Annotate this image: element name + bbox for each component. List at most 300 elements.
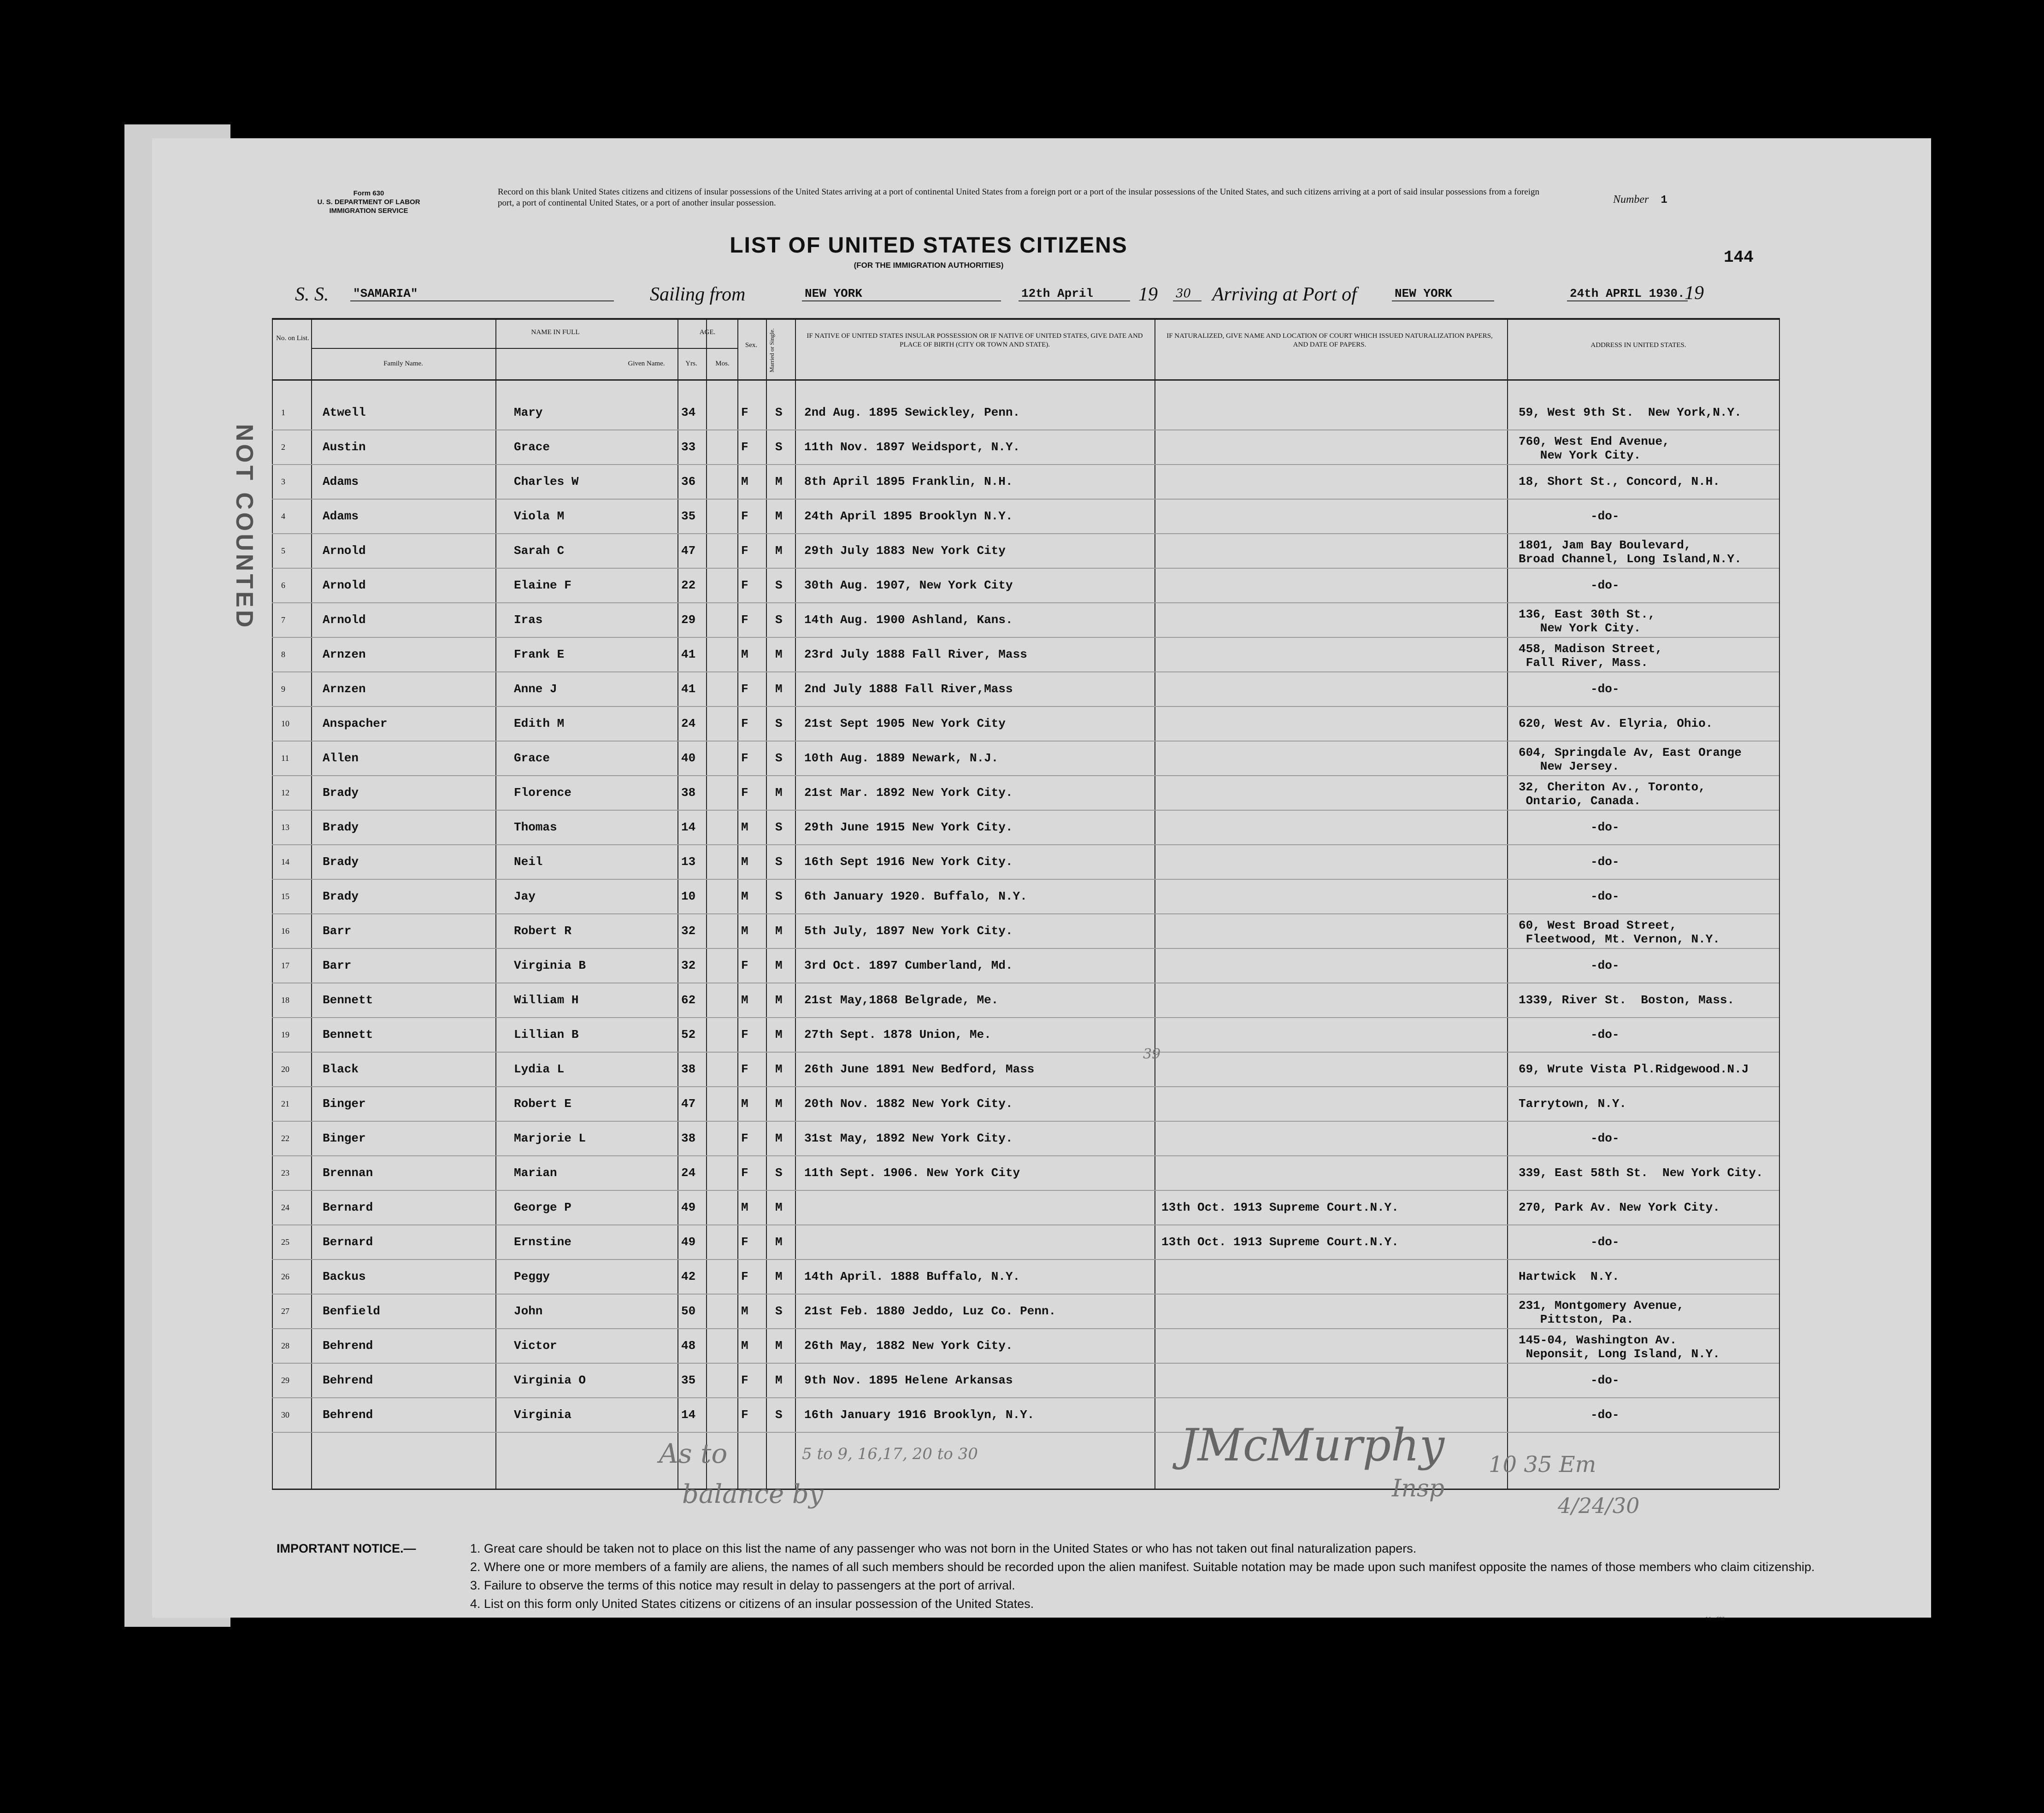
row-rule	[272, 1397, 1779, 1398]
marital-status: S	[775, 1408, 783, 1422]
sex: F	[741, 682, 748, 696]
age-years: 32	[681, 924, 696, 938]
row-rule	[272, 1190, 1779, 1191]
col-header-family: Family Name.	[383, 360, 423, 367]
given-name: Virginia B	[514, 959, 586, 972]
given-name: Virginia O	[514, 1373, 586, 1387]
birth-info: 11th Nov. 1897 Weidsport, N.Y.	[804, 440, 1020, 454]
sex: F	[741, 1235, 748, 1249]
given-name: Iras	[514, 613, 543, 627]
marital-status: S	[775, 406, 783, 419]
row-number: 11	[281, 753, 289, 763]
age-years: 50	[681, 1304, 696, 1318]
address: 69, Wrute Vista Pl.Ridgewood.N.J	[1519, 1062, 1749, 1076]
family-name: Arnzen	[323, 648, 366, 661]
sex: F	[741, 751, 748, 765]
col-header-name: NAME IN FULL	[531, 329, 580, 336]
marital-status: M	[775, 648, 783, 661]
given-name: Robert R	[514, 924, 571, 938]
address: -do-	[1519, 959, 1620, 972]
marital-status: M	[775, 1235, 783, 1249]
family-name: Austin	[323, 440, 366, 454]
birth-info: 2nd July 1888 Fall River,Mass	[804, 682, 1013, 696]
age-years: 33	[681, 440, 696, 454]
list-number	[1613, 194, 1667, 206]
address: 760, West End Avenue, New York City.	[1519, 435, 1670, 462]
row-number: 14	[281, 857, 289, 866]
table-row	[0, 1333, 2044, 1373]
row-number: 12	[281, 788, 289, 797]
table-row	[0, 1062, 2044, 1097]
number-value: 1	[1661, 194, 1667, 206]
age-years: 35	[681, 509, 696, 523]
row-number: 2	[281, 442, 285, 452]
family-name: Adams	[323, 475, 359, 489]
table-row	[0, 855, 2044, 889]
address: 59, West 9th St. New York,N.Y.	[1519, 406, 1742, 419]
address: -do-	[1519, 1408, 1620, 1422]
given-name: Frank E	[514, 648, 565, 661]
col-header-mos: Mos.	[715, 360, 730, 367]
address: -do-	[1519, 1131, 1620, 1145]
sex: F	[741, 440, 748, 454]
marital-status: S	[775, 820, 783, 834]
marital-status: M	[775, 1201, 783, 1214]
arrival-date: 24th APRIL 1930.	[1567, 287, 1688, 301]
table-row	[0, 642, 2044, 682]
row-rule	[272, 810, 1779, 811]
col-header-no: No. on List.	[276, 335, 309, 342]
age-years: 62	[681, 993, 696, 1007]
address: -do-	[1519, 1373, 1620, 1387]
table-row	[0, 475, 2044, 509]
family-name: Brady	[323, 820, 359, 834]
table-row	[0, 1270, 2044, 1304]
marital-status: M	[775, 509, 783, 523]
given-name: Virginia	[514, 1408, 571, 1422]
birth-info: 21st May,1868 Belgrade, Me.	[804, 993, 999, 1007]
birth-info: 14th Aug. 1900 Ashland, Kans.	[804, 613, 1013, 627]
year-prefix: 19	[1138, 284, 1158, 305]
address: 1801, Jam Bay Boulevard, Broad Channel, Long Island,N.Y.	[1519, 538, 1742, 566]
row-rule	[272, 1328, 1779, 1329]
address: 231, Montgomery Avenue, Pittston, Pa.	[1519, 1299, 1684, 1326]
given-name: Sarah C	[514, 544, 565, 558]
row-rule	[272, 637, 1779, 638]
marital-status: S	[775, 1166, 783, 1180]
sex: M	[741, 1097, 748, 1111]
sex: M	[741, 475, 748, 489]
table-row	[0, 1299, 2044, 1339]
family-name: Bennett	[323, 1028, 373, 1042]
sailing-date: 12th April	[1019, 287, 1130, 301]
birth-info: 26th June 1891 New Bedford, Mass	[804, 1062, 1035, 1076]
table-row	[0, 406, 2044, 440]
row-number: 17	[281, 961, 289, 970]
table-row	[0, 1408, 2044, 1442]
address: -do-	[1519, 1028, 1620, 1042]
table-row	[0, 578, 2044, 613]
row-number: 16	[281, 926, 289, 936]
row-rule	[272, 1259, 1779, 1260]
row-number: 9	[281, 684, 285, 694]
birth-info: 21st Feb. 1880 Jeddo, Luz Co. Penn.	[804, 1304, 1056, 1318]
marital-status: S	[775, 440, 783, 454]
age-years: 29	[681, 613, 696, 627]
table-row	[0, 918, 2044, 959]
row-rule	[272, 602, 1779, 603]
table-row	[0, 538, 2044, 578]
marital-status: M	[775, 959, 783, 972]
address: -do-	[1519, 578, 1620, 592]
age-years: 36	[681, 475, 696, 489]
age-years: 41	[681, 648, 696, 661]
age-years: 48	[681, 1339, 696, 1353]
age-years: 24	[681, 717, 696, 730]
address: 18, Short St., Concord, N.H.	[1519, 475, 1720, 489]
handwritten-balance: balance by	[682, 1479, 824, 1509]
table-top-border	[272, 318, 1779, 320]
row-rule	[272, 706, 1779, 707]
marital-status: S	[775, 717, 783, 730]
form-identifier	[272, 189, 465, 215]
marital-status: S	[775, 578, 783, 592]
given-name: Mary	[514, 406, 543, 419]
age-years: 24	[681, 1166, 696, 1180]
age-years: 14	[681, 1408, 696, 1422]
row-rule	[272, 844, 1779, 845]
row-number: 19	[281, 1030, 289, 1039]
family-name: Brady	[323, 786, 359, 800]
handwritten-as-to: As to	[659, 1438, 728, 1469]
given-name: Neil	[514, 855, 543, 869]
address: -do-	[1519, 682, 1620, 696]
given-name: Grace	[514, 440, 550, 454]
handwritten-ranges: 5 to 9, 16,17, 20 to 30	[802, 1445, 978, 1463]
address: -do-	[1519, 820, 1620, 834]
col-header-age: AGE.	[699, 329, 716, 336]
birth-info: 20th Nov. 1882 New York City.	[804, 1097, 1013, 1111]
sex: M	[741, 855, 748, 869]
family-name: Barr	[323, 924, 352, 938]
marital-status: S	[775, 889, 783, 903]
table-row	[0, 780, 2044, 820]
marital-status: M	[775, 682, 783, 696]
age-years: 22	[681, 578, 696, 592]
sex: F	[741, 1062, 748, 1076]
age-years: 49	[681, 1201, 696, 1214]
marital-status: M	[775, 993, 783, 1007]
birth-info: 30th Aug. 1907, New York City	[804, 578, 1013, 592]
sex: F	[741, 544, 748, 558]
family-name: Benfield	[323, 1304, 380, 1318]
table-row	[0, 1201, 2044, 1235]
sailing-label: Sailing from	[650, 284, 746, 305]
address: 1339, River St. Boston, Mass.	[1519, 993, 1735, 1007]
birth-info: 16th Sept 1916 New York City.	[804, 855, 1013, 869]
given-name: Lillian B	[514, 1028, 579, 1042]
table-row	[0, 1166, 2044, 1201]
marital-status: M	[775, 924, 783, 938]
family-name: Brennan	[323, 1166, 373, 1180]
sex: F	[741, 1166, 748, 1180]
ship-name: "SAMARIA"	[350, 287, 614, 301]
row-number: 29	[281, 1376, 289, 1385]
address: 32, Cheriton Av., Toronto, Ontario, Canada.	[1519, 780, 1706, 808]
service-name: IMMIGRATION SERVICE	[329, 207, 408, 215]
arriving-port: NEW YORK	[1392, 287, 1494, 301]
age-years: 14	[681, 820, 696, 834]
row-rule	[272, 464, 1779, 465]
birth-info: 14th April. 1888 Buffalo, N.Y.	[804, 1270, 1020, 1283]
sex: F	[741, 1408, 748, 1422]
given-name: Victor	[514, 1339, 557, 1353]
family-name: Barr	[323, 959, 352, 972]
address: -do-	[1519, 889, 1620, 903]
family-name: Backus	[323, 1270, 366, 1283]
marital-status: S	[775, 751, 783, 765]
row-rule	[272, 1155, 1779, 1156]
family-name: Brady	[323, 855, 359, 869]
address: -do-	[1519, 509, 1620, 523]
notice-label: IMPORTANT NOTICE.—	[277, 1542, 416, 1555]
marital-status: M	[775, 1062, 783, 1076]
sex: M	[741, 924, 748, 938]
given-name: Viola M	[514, 509, 565, 523]
page-subtitle: (FOR THE IMMIGRATION AUTHORITIES)	[854, 261, 1004, 270]
row-rule	[272, 533, 1779, 534]
marital-status: M	[775, 786, 783, 800]
sex: M	[741, 820, 748, 834]
birth-info: 5th July, 1897 New York City.	[804, 924, 1013, 938]
sex: F	[741, 786, 748, 800]
col-header-married: Married or Single.	[768, 328, 775, 372]
row-rule	[272, 1017, 1779, 1018]
row-rule	[272, 1363, 1779, 1364]
naturalization-info: 13th Oct. 1913 Supreme Court.N.Y.	[1161, 1235, 1399, 1249]
row-number: 6	[281, 581, 285, 590]
family-name: Bernard	[323, 1235, 373, 1249]
row-number: 27	[281, 1307, 289, 1316]
row-number: 4	[281, 512, 285, 521]
not-counted-stamp: NOT COUNTED	[231, 424, 258, 630]
row-rule	[272, 671, 1779, 672]
form-code: 14—696	[1705, 1615, 1725, 1622]
table-row	[0, 435, 2044, 475]
birth-info: 16th January 1916 Brooklyn, N.Y.	[804, 1408, 1035, 1422]
age-years: 38	[681, 786, 696, 800]
row-number: 20	[281, 1065, 289, 1074]
given-name: Elaine F	[514, 578, 571, 592]
address: 136, East 30th St., New York City.	[1519, 607, 1655, 635]
row-number: 25	[281, 1237, 289, 1247]
marital-status: S	[775, 1304, 783, 1318]
year-suffix: 30	[1173, 287, 1202, 301]
family-name: Behrend	[323, 1408, 373, 1422]
table-row	[0, 820, 2044, 855]
row-number: 18	[281, 995, 289, 1005]
given-name: Ernstine	[514, 1235, 571, 1249]
birth-info: 2nd Aug. 1895 Sewickley, Penn.	[804, 406, 1020, 419]
department-name: U. S. DEPARTMENT OF LABOR	[317, 198, 420, 206]
row-rule	[272, 741, 1779, 742]
address: 270, Park Av. New York City.	[1519, 1201, 1720, 1214]
family-name: Brady	[323, 889, 359, 903]
margin-note: 39	[1143, 1046, 1161, 1062]
row-rule	[272, 1121, 1779, 1122]
row-number: 23	[281, 1168, 289, 1177]
col-header-naturalized: IF NATURALIZED, GIVE NAME AND LOCATION OF COURT WHICH ISSUED NATURALIZATION PAPERS, AND DATE OF PAPERS.	[1166, 332, 1493, 348]
row-number: 15	[281, 892, 289, 901]
row-rule	[272, 1294, 1779, 1295]
record-instructions: Record on this blank United States citizens and citizens of insular possessions of the United States arriving at a port of continental United States from a foreign port or a port of the insular possessions of the United States, and such citizens arriving at a port of said insular possessions from a foreign port, a port of continental United States, or a port of another insular possession.	[498, 187, 1539, 208]
age-years: 52	[681, 1028, 696, 1042]
row-rule	[272, 1052, 1779, 1053]
marital-status: M	[775, 1270, 783, 1283]
family-name: Arnold	[323, 544, 366, 558]
given-name: Lydia L	[514, 1062, 565, 1076]
marital-status: M	[775, 475, 783, 489]
age-years: 49	[681, 1235, 696, 1249]
notice-item: 2. Where one or more members of a family are aliens, the names of all such members should be recorded upon the alien manifest. Suitable notation may be made upon such manifest opposite the names of those members who claim citizenship.	[470, 1560, 1815, 1574]
row-number: 13	[281, 823, 289, 832]
sex: F	[741, 1270, 748, 1283]
given-name: Anne J	[514, 682, 557, 696]
age-years: 47	[681, 1097, 696, 1111]
table-header-border	[272, 379, 1779, 381]
handwritten-time: 10 35 Em	[1489, 1452, 1596, 1477]
marital-status: M	[775, 1097, 783, 1111]
age-years: 41	[681, 682, 696, 696]
row-rule	[272, 1224, 1779, 1225]
page-title: LIST OF UNITED STATES CITIZENS	[730, 233, 1128, 258]
address: -do-	[1519, 855, 1620, 869]
given-name: Charles W	[514, 475, 579, 489]
table-row	[0, 993, 2044, 1028]
row-number: 28	[281, 1341, 289, 1350]
page-number: 144	[1724, 248, 1754, 267]
birth-info: 3rd Oct. 1897 Cumberland, Md.	[804, 959, 1013, 972]
sailing-from: NEW YORK	[802, 287, 1001, 301]
marital-status: S	[775, 613, 783, 627]
birth-info: 24th April 1895 Brooklyn N.Y.	[804, 509, 1013, 523]
birth-info: 26th May, 1882 New York City.	[804, 1339, 1013, 1353]
table-row	[0, 1235, 2044, 1270]
family-name: Binger	[323, 1131, 366, 1145]
row-number: 5	[281, 546, 285, 555]
marital-status: S	[775, 855, 783, 869]
table-row	[0, 889, 2044, 924]
sex: F	[741, 406, 748, 419]
age-years: 32	[681, 959, 696, 972]
row-rule	[272, 499, 1779, 500]
family-name: Arnold	[323, 578, 366, 592]
number-label: Number	[1613, 194, 1649, 206]
row-number: 24	[281, 1203, 289, 1212]
age-years: 10	[681, 889, 696, 903]
marital-status: M	[775, 1131, 783, 1145]
table-row	[0, 1373, 2044, 1408]
family-name: Behrend	[323, 1373, 373, 1387]
marital-status: M	[775, 1028, 783, 1042]
family-name: Adams	[323, 509, 359, 523]
birth-info: 10th Aug. 1889 Newark, N.J.	[804, 751, 999, 765]
address: 60, West Broad Street, Fleetwood, Mt. Vernon, N.Y.	[1519, 918, 1720, 946]
row-rule	[272, 1432, 1779, 1433]
sex: M	[741, 1304, 748, 1318]
age-years: 38	[681, 1131, 696, 1145]
row-number: 30	[281, 1410, 289, 1419]
age-years: 38	[681, 1062, 696, 1076]
table-row	[0, 1131, 2044, 1166]
col-header-address: ADDRESS IN UNITED STATES.	[1590, 341, 1686, 349]
age-years: 47	[681, 544, 696, 558]
age-years: 13	[681, 855, 696, 869]
notice-item: 1. Great care should be taken not to place on this list the name of any passenger who was not born in the United States or who has not taken out final naturalization papers.	[470, 1542, 1417, 1555]
sex: M	[741, 648, 748, 661]
name-header-divider	[311, 348, 737, 349]
birth-info: 27th Sept. 1878 Union, Me.	[804, 1028, 991, 1042]
family-name: Atwell	[323, 406, 366, 419]
notice-item: 3. Failure to observe the terms of this notice may result in delay to passengers at the port of arrival.	[470, 1578, 1015, 1592]
row-number: 8	[281, 650, 285, 659]
naturalization-info: 13th Oct. 1913 Supreme Court.N.Y.	[1161, 1201, 1399, 1214]
birth-info: 31st May, 1892 New York City.	[804, 1131, 1013, 1145]
age-years: 42	[681, 1270, 696, 1283]
sex: F	[741, 959, 748, 972]
table-bottom-border	[272, 1489, 1779, 1490]
row-rule	[272, 568, 1779, 569]
col-header-given: Given Name.	[628, 360, 665, 367]
family-name: Arnold	[323, 613, 366, 627]
row-rule	[272, 1086, 1779, 1087]
marital-status: M	[775, 544, 783, 558]
family-name: Arnzen	[323, 682, 366, 696]
given-name: William H	[514, 993, 579, 1007]
birth-info: 11th Sept. 1906. New York City	[804, 1166, 1020, 1180]
address: 604, Springdale Av, East Orange New Jersey.	[1519, 746, 1742, 773]
inspector-title: Insp	[1392, 1475, 1445, 1502]
table-row	[0, 1097, 2044, 1131]
notice-item: 4. List on this form only United States citizens or citizens of an insular possession of the United States.	[470, 1597, 1034, 1611]
form-number: Form 630	[353, 189, 384, 197]
table-row	[0, 1028, 2044, 1062]
row-number: 26	[281, 1272, 289, 1281]
given-name: Peggy	[514, 1270, 550, 1283]
family-name: Black	[323, 1062, 359, 1076]
given-name: Florence	[514, 786, 571, 800]
row-number: 22	[281, 1134, 289, 1143]
arriving-label: Arriving at Port of	[1212, 284, 1357, 305]
birth-info: 29th July 1883 New York City	[804, 544, 1006, 558]
address: 145-04, Washington Av. Neponsit, Long Island, N.Y.	[1519, 1333, 1720, 1361]
sex: F	[741, 578, 748, 592]
inspector-signature: JMcMurphy	[1180, 1419, 1445, 1471]
row-number: 10	[281, 719, 289, 728]
sex: M	[741, 1201, 748, 1214]
row-rule	[272, 879, 1779, 880]
table-row	[0, 607, 2044, 648]
ss-label: S. S.	[295, 284, 329, 305]
age-years: 35	[681, 1373, 696, 1387]
sex: F	[741, 1373, 748, 1387]
arrival-year-prefix: 19	[1685, 283, 1704, 304]
given-name: Robert E	[514, 1097, 571, 1111]
address: Hartwick N.Y.	[1519, 1270, 1620, 1283]
marital-status: M	[775, 1373, 783, 1387]
birth-info: 21st Mar. 1892 New York City.	[804, 786, 1013, 800]
address: 620, West Av. Elyria, Ohio.	[1519, 717, 1713, 730]
